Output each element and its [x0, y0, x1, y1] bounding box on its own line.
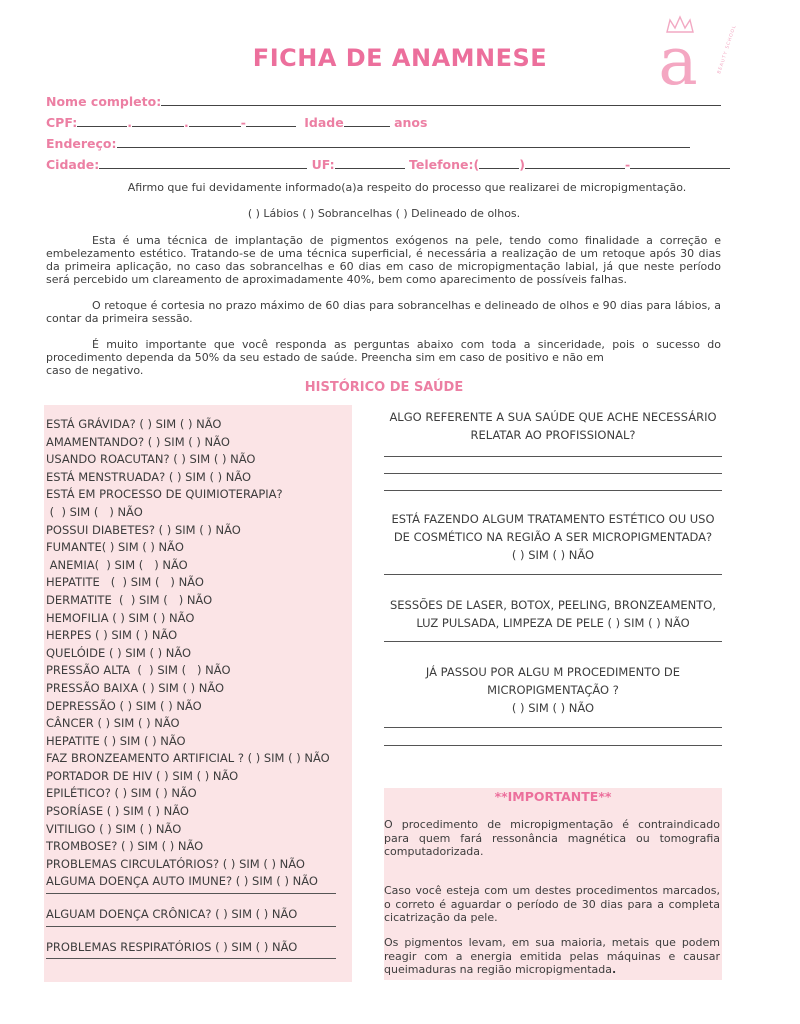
answer-line[interactable] [46, 926, 336, 927]
health-question[interactable]: PORTADOR DE HIV ( ) SIM ( ) NÃO [46, 768, 239, 783]
answer-line[interactable] [384, 490, 722, 491]
cidade-input-line[interactable] [99, 157, 307, 169]
important-paragraph-2: Caso você esteja com um destes procedimentos marcados, o correto é aguardar o período de 30 dias para a completa cicatrização da pele. [384, 884, 720, 924]
health-question[interactable]: PRESSÃO BAIXA ( ) SIM ( ) NÃO [46, 680, 225, 695]
health-question: ESTÁ EM PROCESSO DE QUIMIOTERAPIA? [46, 487, 283, 502]
retoque-paragraph: O retoque é cortesia no prazo máximo de 60 dias para sobrancelhas e delineado de olhos e 90 dias para lábios, a contar da primeira sessão. [46, 299, 721, 325]
health-question[interactable]: HEPATITE ( ) SIM ( ) NÃO [46, 575, 204, 590]
question-previous-micropigmentation [384, 663, 722, 717]
nome-input-line[interactable] [161, 94, 721, 106]
answer-line[interactable] [384, 574, 722, 575]
affirm-text: Afirmo que fui devidamente informado(a)a respeito do processo que realizarei de micropigmentação. [127, 181, 687, 194]
health-question[interactable]: HEMOFILIA ( ) SIM ( ) NÃO [46, 610, 195, 625]
question-text: ESTÁ FAZENDO ALGUM TRATAMENTO ESTÉTICO OU USO [391, 512, 715, 526]
cpf-part3-line[interactable] [189, 115, 241, 127]
important-paragraph-3 [384, 936, 720, 977]
uf-label: UF: [311, 157, 335, 172]
health-question[interactable]: HEPATITE ( ) SIM ( ) NÃO [46, 733, 186, 748]
important-paragraph-3-text: Os pigmentos levam, em sua maioria, metais que podem reagir com a energia emitida pelas máquinas e causar queimaduras na região micropigmentada [384, 936, 720, 976]
anos-label: anos [394, 115, 428, 130]
important-paragraph-1: O procedimento de micropigmentação é contraindicado para quem fará ressonância magnética ou tomografia computadorizada. [384, 818, 720, 858]
cpf-sep2: . [183, 115, 189, 130]
question-text: RELATAR AO PROFISSIONAL? [470, 428, 636, 442]
idade-input-line[interactable] [344, 115, 390, 127]
answer-line[interactable] [384, 473, 722, 474]
health-questions-list [46, 416, 336, 959]
answer-line[interactable] [384, 727, 722, 728]
health-question[interactable]: PSORÍASE ( ) SIM ( ) NÃO [46, 804, 189, 819]
question-text: SESSÕES DE LASER, BOTOX, PEELING, BRONZEAMENTO, [389, 598, 717, 612]
cpf-part2-line[interactable] [132, 115, 184, 127]
question-text: DE COSMÉTICO NA REGIÃO A SER MICROPIGMENTADA? [393, 530, 713, 544]
field-cpf-idade[interactable] [46, 115, 427, 130]
endereco-label: Endereço: [46, 136, 117, 151]
cidade-label: Cidade: [46, 157, 100, 172]
technique-paragraph: Esta é uma técnica de implantação de pigmentos exógenos na pele, tendo como finalidade a correção e embelezamento estético. Tratando-se de uma técnica superficial, é necessária a realização de um retoque após 30 dias da primeira aplicação, no caso das sobrancelhas e 60 dias em caso de micropigmentação labial, já que neste período será percebido um clareamento de aproximadamente 40%, bem como aparecimento de possíveis falhas. [46, 234, 721, 286]
health-question[interactable]: FAZ BRONZEAMENTO ARTIFICIAL ? ( ) SIM ( ) NÃO [46, 751, 330, 766]
health-question[interactable]: DEPRESSÃO ( ) SIM ( ) NÃO [46, 698, 202, 713]
question-laser-sessions [384, 596, 722, 632]
answer-line[interactable] [384, 641, 722, 642]
field-nome[interactable] [46, 94, 721, 109]
health-question[interactable]: FUMANTE( ) SIM ( ) NÃO [46, 540, 184, 555]
health-question[interactable]: HERPES ( ) SIM ( ) NÃO [46, 628, 178, 643]
health-question[interactable]: QUELÓIDE ( ) SIM ( ) NÃO [46, 645, 192, 660]
health-question[interactable]: ( ) SIM ( ) NÃO [46, 504, 143, 519]
telefone-label: Telefone:( [409, 157, 480, 172]
area-options: ( ) Lábios ( ) Sobrancelhas ( ) Delineado de olhos. [247, 207, 521, 220]
page-title: FICHA DE ANAMNESE [252, 44, 548, 72]
health-question[interactable]: EPILÉTICO? ( ) SIM ( ) NÃO [46, 786, 197, 801]
sincerity-paragraph: É muito importante que você responda as perguntas abaixo com toda a sinceridade, pois o sucesso do procedimento dependa da 50% da seu estado de saúde. Preencha sim em caso de positivo e não em [46, 338, 721, 364]
endereco-input-line[interactable] [117, 136, 690, 148]
logo-tagline: BEAUTY SCHOOL [717, 24, 738, 75]
health-question[interactable]: ANEMIA( ) SIM ( ) NÃO [46, 557, 188, 572]
health-question[interactable]: ESTÁ MENSTRUADA? ( ) SIM ( ) NÃO [46, 469, 252, 484]
health-question[interactable]: VITILIGO ( ) SIM ( ) NÃO [46, 821, 182, 836]
answer-line[interactable] [384, 456, 722, 457]
question-text: ALGO REFERENTE A SUA SAÚDE QUE ACHE NECESSÁRIO [389, 410, 717, 424]
health-question[interactable]: PROBLEMAS CIRCULATÓRIOS? ( ) SIM ( ) NÃO [46, 856, 305, 871]
yes-no-option[interactable]: LUZ PULSADA, LIMPEZA DE PELE ( ) SIM ( ) NÃO [416, 616, 690, 630]
telefone-close-paren: ) [519, 157, 525, 172]
ddd-input-line[interactable] [479, 157, 519, 169]
nome-label: Nome completo: [46, 94, 162, 109]
telefone-part1-line[interactable] [525, 157, 625, 169]
brand-logo [640, 12, 738, 100]
health-question[interactable]: DERMATITE ( ) SIM ( ) NÃO [46, 592, 213, 607]
health-question[interactable]: TROMBOSE? ( ) SIM ( ) NÃO [46, 839, 204, 854]
health-question[interactable]: PRESSÃO ALTA ( ) SIM ( ) NÃO [46, 663, 231, 678]
cpf-sep3: - [240, 115, 246, 130]
cpf-digit-line[interactable] [246, 115, 296, 127]
important-paragraph-3-end: . [612, 963, 617, 976]
health-question[interactable]: USANDO ROACUTAN? ( ) SIM ( ) NÃO [46, 452, 256, 467]
health-question[interactable]: ESTÁ GRÁVIDA? ( ) SIM ( ) NÃO [46, 417, 222, 431]
yes-no-option[interactable]: ( ) SIM ( ) NÃO [511, 701, 595, 715]
field-cidade-uf-telefone[interactable] [46, 157, 730, 172]
cpf-label: CPF: [46, 115, 78, 130]
idade-label: Idade [304, 115, 344, 130]
logo-letter: a [658, 23, 698, 100]
health-question[interactable]: ALGUAM DOENÇA CRÔNICA? ( ) SIM ( ) NÃO [46, 907, 298, 922]
telefone-part2-line[interactable] [630, 157, 730, 169]
health-question[interactable]: PROBLEMAS RESPIRATÓRIOS ( ) SIM ( ) NÃO [46, 939, 298, 954]
yes-no-option[interactable]: ( ) SIM ( ) NÃO [511, 548, 595, 562]
field-endereco[interactable] [46, 136, 690, 151]
telefone-dash: - [624, 157, 631, 172]
cpf-sep1: . [127, 115, 132, 130]
answer-line[interactable] [384, 745, 722, 746]
cpf-part1-line[interactable] [77, 115, 127, 127]
question-text: MICROPIGMENTAÇÃO ? [487, 683, 619, 697]
question-health-notes [384, 408, 722, 444]
health-question[interactable]: CÂNCER ( ) SIM ( ) NÃO [46, 716, 180, 731]
question-aesthetic-treatment [384, 510, 722, 564]
answer-line[interactable] [46, 958, 336, 959]
important-title: **IMPORTANTE** [494, 789, 612, 804]
answer-line[interactable] [46, 893, 336, 894]
uf-input-line[interactable] [335, 157, 405, 169]
health-question[interactable]: ALGUMA DOENÇA AUTO IMUNE? ( ) SIM ( ) NÃO [46, 874, 318, 889]
sincerity-paragraph-end: caso de negativo. [46, 364, 144, 377]
section-title-historico: HISTÓRICO DE SAÚDE [304, 380, 464, 395]
health-question[interactable]: POSSUI DIABETES? ( ) SIM ( ) NÃO [46, 522, 241, 537]
health-question[interactable]: AMAMENTANDO? ( ) SIM ( ) NÃO [46, 434, 230, 449]
question-text: JÁ PASSOU POR ALGU M PROCEDIMENTO DE [425, 665, 681, 679]
